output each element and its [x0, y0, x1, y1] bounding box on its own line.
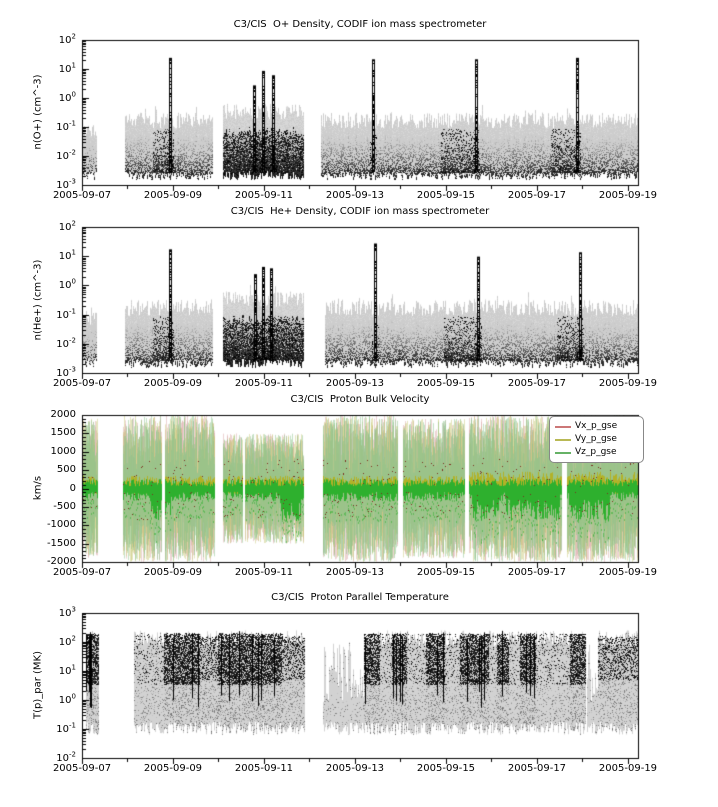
legend-label: Vx_p_gse: [575, 421, 618, 431]
panel-1-ylabel: n(O+) (cm^-3): [32, 74, 44, 150]
y-tick-label: $10^{-3}$: [56, 177, 76, 191]
x-tick-label: 2005-09-17: [507, 567, 567, 578]
panel-3-ylabel: km/s: [32, 475, 44, 501]
y-tick-label: 1000: [50, 445, 76, 457]
y-tick-label: -1500: [46, 537, 76, 549]
x-tick-label: 2005-09-13: [325, 378, 385, 389]
y-tick-label: $10^{-2}$: [56, 148, 76, 162]
x-tick-label: 2005-09-13: [325, 190, 385, 201]
y-tick-label: $10^1$: [58, 663, 76, 677]
panel-4-ylabel: T(p)_par (MK): [32, 650, 44, 720]
y-tick-label: -500: [53, 500, 76, 512]
y-tick-label: $10^{-3}$: [56, 365, 76, 379]
x-tick-label: 2005-09-13: [325, 763, 385, 774]
y-tick-label: 500: [56, 464, 76, 476]
y-tick-label: $10^{-2}$: [56, 750, 76, 764]
x-tick-label: 2005-09-09: [143, 763, 203, 774]
x-tick-label: 2005-09-19: [598, 567, 658, 578]
legend-label: Vy_p_gse: [575, 434, 617, 444]
y-tick-label: $10^{-1}$: [56, 307, 76, 321]
y-tick-label: 2000: [50, 408, 76, 420]
y-tick-label: $10^{-1}$: [56, 119, 76, 133]
x-tick-label: 2005-09-09: [143, 378, 203, 389]
y-tick-label: $10^1$: [58, 61, 76, 75]
x-tick-label: 2005-09-11: [234, 378, 294, 389]
y-tick-label: -1000: [46, 519, 76, 531]
x-tick-label: 2005-09-15: [416, 190, 476, 201]
x-tick-label: 2005-09-09: [143, 567, 203, 578]
x-tick-label: 2005-09-11: [234, 567, 294, 578]
x-tick-label: 2005-09-11: [234, 190, 294, 201]
y-tick-label: $10^2$: [58, 32, 76, 46]
y-tick-label: -2000: [46, 555, 76, 567]
x-tick-label: 2005-09-07: [52, 190, 112, 201]
panel-2-ylabel: n(He+) (cm^-3): [32, 259, 44, 341]
y-tick-label: $10^2$: [58, 219, 76, 233]
y-tick-label: 1500: [50, 427, 76, 439]
x-tick-label: 2005-09-17: [507, 378, 567, 389]
y-tick-label: $10^3$: [58, 605, 76, 619]
y-tick-label: $10^{-1}$: [56, 721, 76, 735]
y-tick-label: $10^0$: [58, 90, 76, 104]
panel-2-title: C3/CIS He+ Density, CODIF ion mass spectrometer: [230, 206, 490, 217]
y-tick-label: $10^1$: [58, 248, 76, 263]
x-tick-label: 2005-09-15: [416, 763, 476, 774]
y-tick-label: 0: [69, 482, 76, 494]
panel-3-title: C3/CIS Proton Bulk Velocity: [290, 394, 430, 405]
x-tick-label: 2005-09-07: [52, 567, 112, 578]
y-tick-label: $10^0$: [58, 278, 76, 292]
x-tick-label: 2005-09-09: [143, 190, 203, 201]
x-tick-label: 2005-09-07: [52, 378, 112, 389]
x-tick-label: 2005-09-11: [234, 763, 294, 774]
x-tick-label: 2005-09-19: [598, 378, 658, 389]
panel-1-title: C3/CIS O+ Density, CODIF ion mass spectrometer: [233, 19, 487, 30]
x-tick-label: 2005-09-19: [598, 190, 658, 201]
legend-label: Vz_p_gse: [575, 447, 617, 457]
x-tick-label: 2005-09-19: [598, 763, 658, 774]
panel-4-title: C3/CIS Proton Parallel Temperature: [271, 592, 449, 603]
x-tick-label: 2005-09-13: [325, 567, 385, 578]
y-tick-label: $10^2$: [58, 634, 76, 648]
x-tick-label: 2005-09-15: [416, 378, 476, 389]
x-tick-label: 2005-09-15: [416, 567, 476, 578]
x-tick-label: 2005-09-17: [507, 763, 567, 774]
x-tick-label: 2005-09-17: [507, 190, 567, 201]
x-tick-label: 2005-09-07: [52, 763, 112, 774]
y-tick-label: $10^{-2}$: [56, 336, 76, 350]
y-tick-label: $10^0$: [58, 692, 76, 706]
